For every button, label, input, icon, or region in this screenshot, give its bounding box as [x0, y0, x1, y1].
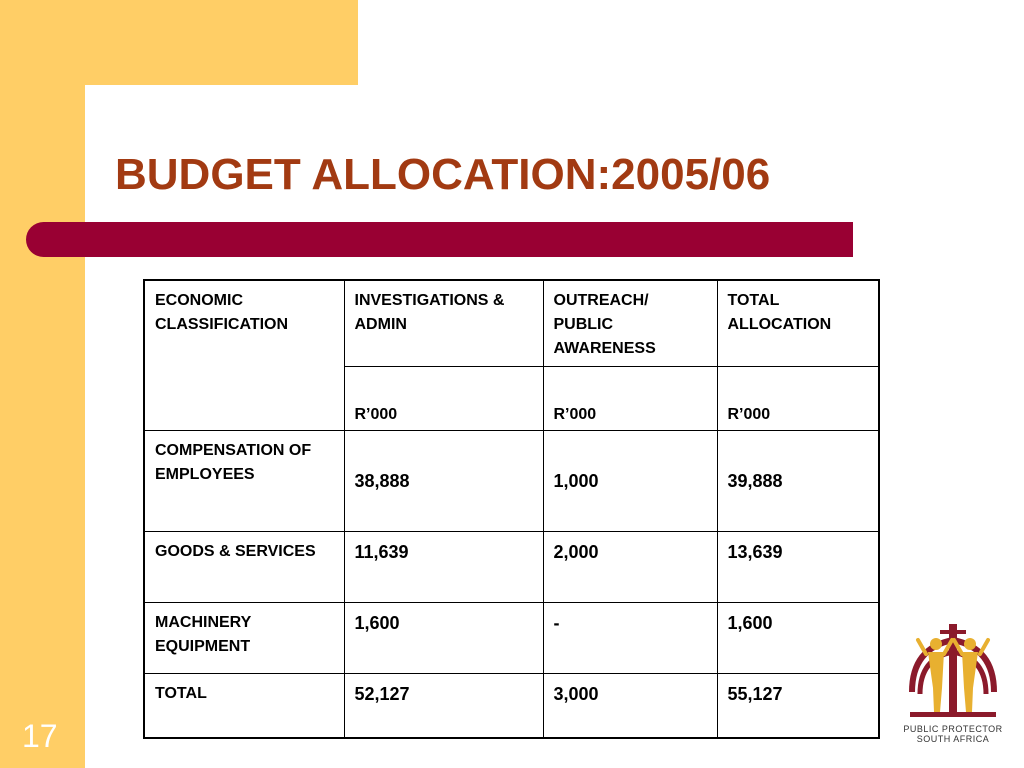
table-row — [144, 430, 879, 531]
cell-total: 1,600 — [717, 602, 879, 673]
title-underline-bar — [26, 222, 853, 257]
cell-outreach: 3,000 — [543, 673, 717, 738]
table-row-total — [144, 673, 879, 738]
budget-table-container — [143, 279, 880, 739]
header-economic-classification: ECONOMIC CLASSIFICATION — [144, 280, 344, 430]
row-label: COMPENSATION OF EMPLOYEES — [144, 430, 344, 531]
header-total-allocation: TOTAL ALLOCATION — [717, 280, 879, 366]
unit-investigations: R’000 — [344, 366, 543, 430]
cell-investigations: 1,600 — [344, 602, 543, 673]
header-outreach-public-awareness: OUTREACH/ PUBLIC AWARENESS — [543, 280, 717, 366]
cell-investigations: 38,888 — [344, 430, 543, 531]
unit-total: R’000 — [717, 366, 879, 430]
cell-total: 39,888 — [717, 430, 879, 531]
row-label: TOTAL — [144, 673, 344, 738]
table-row — [144, 531, 879, 602]
header-investigations-admin: INVESTIGATIONS & ADMIN — [344, 280, 543, 366]
slide-title: BUDGET ALLOCATION:2005/06 — [115, 150, 771, 199]
cell-investigations: 11,639 — [344, 531, 543, 602]
budget-table — [143, 279, 880, 739]
row-label: GOODS & SERVICES — [144, 531, 344, 602]
cell-outreach: - — [543, 602, 717, 673]
row-label: MACHINERY EQUIPMENT — [144, 602, 344, 673]
unit-outreach: R’000 — [543, 366, 717, 430]
cell-investigations: 52,127 — [344, 673, 543, 738]
logo-caption-line1: PUBLIC PROTECTOR — [903, 724, 1003, 734]
header-row — [144, 280, 879, 366]
left-decorative-band — [0, 0, 85, 768]
cell-total: 55,127 — [717, 673, 879, 738]
cell-outreach: 2,000 — [543, 531, 717, 602]
logo-caption — [898, 724, 1008, 744]
page-number: 17 — [22, 718, 58, 754]
top-decorative-band — [0, 0, 358, 85]
cell-outreach: 1,000 — [543, 430, 717, 531]
cell-total: 13,639 — [717, 531, 879, 602]
table-row — [144, 602, 879, 673]
logo-caption-line2: SOUTH AFRICA — [916, 734, 990, 744]
